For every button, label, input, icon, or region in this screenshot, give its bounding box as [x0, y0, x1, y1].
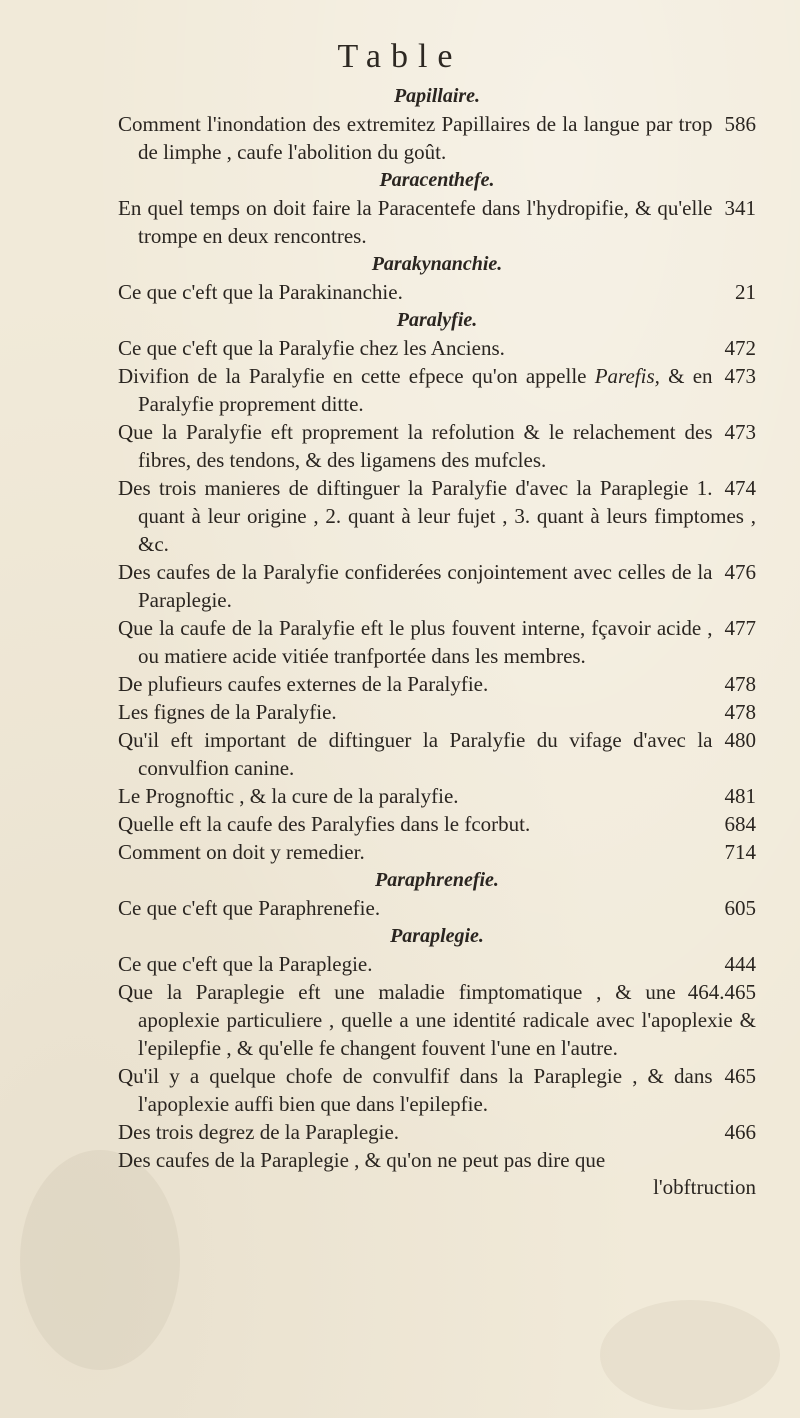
index-entry: [118, 670, 756, 698]
index-entry: [118, 726, 756, 782]
entry-text: Divifion de la Paralyfie en cette efpece qu'on appelle: [118, 364, 587, 388]
index-entry: [118, 698, 756, 726]
entry-text: Qu'il eft important de diftinguer la Paralyfie du vifage d'avec la convulfion canine.: [118, 728, 713, 780]
page-number: 465: [724, 1064, 756, 1088]
index-entry: [118, 278, 756, 306]
entry-text: Le Prognoftic , & la cure de la paralyfie.: [118, 784, 459, 808]
page-number: 472: [724, 336, 756, 360]
page-number: 464.465: [687, 980, 756, 1004]
page-number: 473: [724, 420, 756, 444]
page-number: 481: [724, 784, 756, 808]
entry-text: Quelle eft la caufe des Paralyfies dans le fcorbut.: [118, 812, 531, 836]
index-entry: [118, 810, 756, 838]
page-number: 466: [724, 1120, 756, 1144]
entry-text: Des trois manieres de diftinguer la Paralyfie d'avec la Paraplegie 1. quant à leur origine , 2. quant à leur fujet , 3. quant à leurs fimptomes , &c.: [118, 476, 756, 556]
section-heading: Paralyfie.: [396, 309, 478, 331]
page-number: 341: [724, 196, 756, 220]
page-number: 714: [724, 840, 756, 864]
entry-text: Ce que c'eft que la Paralyfie chez les Anciens.: [118, 336, 505, 360]
index-entry: [118, 1062, 756, 1118]
index-entry: [118, 782, 756, 810]
entry-text: Ce que c'eft que la Parakinanchie.: [118, 280, 403, 304]
section-heading: Paracenthefe.: [379, 169, 495, 191]
page-number: 444: [724, 952, 756, 976]
entry-text: Comment on doit y remedier.: [118, 840, 365, 864]
page-number: 478: [724, 672, 756, 696]
index-entry: [118, 950, 756, 978]
entry-text: Que la Paraplegie eft une maladie fimptomatique , & une apoplexie particuliere , quelle a une identité radicale avec l'apoplexie & l'epilepfie , & qu'elle fe changent fouvent l'une en l'autre.: [118, 980, 756, 1060]
section-heading: Papillaire.: [393, 85, 481, 107]
paper-stain: [600, 1300, 780, 1410]
entry-text: Ce que c'eft que Paraphrenefie.: [118, 896, 381, 920]
page-number: 474: [724, 476, 756, 500]
index-entry: [118, 614, 756, 670]
entry-text: Des caufes de la Paraplegie , & qu'on ne peut pas dire que: [118, 1148, 606, 1172]
index-entry: [118, 474, 756, 558]
entry-text: Des caufes de la Paralyfie confiderées conjointement avec celles de la Paraplegie.: [118, 560, 713, 612]
page-number: 476: [724, 560, 756, 584]
index-entry: [118, 1118, 756, 1146]
catchword: l'obftruction: [653, 1175, 756, 1199]
index-entry: [118, 894, 756, 922]
entry-text: Comment l'inondation des extremitez Papillaires de la langue par trop de limphe , caufe l'abolition du goût.: [118, 112, 713, 164]
entry-text: Que la Paralyfie eft proprement la refolution & le relachement des fibres, des tendons, & des ligamens des mufcles.: [118, 420, 713, 472]
page-header: Table: [337, 38, 463, 75]
index-entry: [118, 1146, 756, 1174]
index-entry: [118, 418, 756, 474]
index-entry: [118, 978, 756, 1062]
entry-text: Les fignes de la Paralyfie.: [118, 700, 337, 724]
entry-text-continued: & en Paralyfie proprement ditte.: [138, 364, 713, 416]
entry-text: Qu'il y a quelque chofe de convulfif dans la Paraplegie , & dans l'apoplexie auffi bien que dans l'epilepfie.: [118, 1064, 713, 1116]
index-entry: [118, 362, 756, 418]
page-number: 478: [724, 700, 756, 724]
entry-text: Que la caufe de la Paralyfie eft le plus fouvent interne, fçavoir acide , ou matiere acide vitiée tranfportée dans les membres.: [118, 616, 713, 668]
page-number: 473: [724, 364, 756, 388]
page-number: 586: [724, 112, 756, 136]
page-number: 477: [724, 616, 756, 640]
entry-text: Des trois degrez de la Paraplegie.: [118, 1120, 400, 1144]
index-entry: [118, 334, 756, 362]
entry-text: De plufieurs caufes externes de la Paralyfie.: [118, 672, 489, 696]
index-entry: [118, 558, 756, 614]
section-heading: Paraphrenefie.: [375, 869, 499, 891]
entry-text: En quel temps on doit faire la Paracentefe dans l'hydropifie, & qu'elle trompe en deux rencontres.: [118, 196, 713, 248]
index-entry: [118, 110, 756, 166]
page-number: 480: [724, 728, 756, 752]
index-entry: [118, 194, 756, 250]
index-entry: [118, 838, 756, 866]
page-number: 21: [735, 280, 756, 304]
page-number: 684: [724, 812, 756, 836]
entry-text: Ce que c'eft que la Paraplegie.: [118, 952, 373, 976]
page-number: 605: [724, 896, 756, 920]
index-content: [118, 82, 756, 1200]
entry-italic-term: Parefis,: [594, 364, 660, 388]
section-heading: Paraplegie.: [390, 925, 484, 947]
section-heading: Parakynanchie.: [371, 253, 503, 275]
